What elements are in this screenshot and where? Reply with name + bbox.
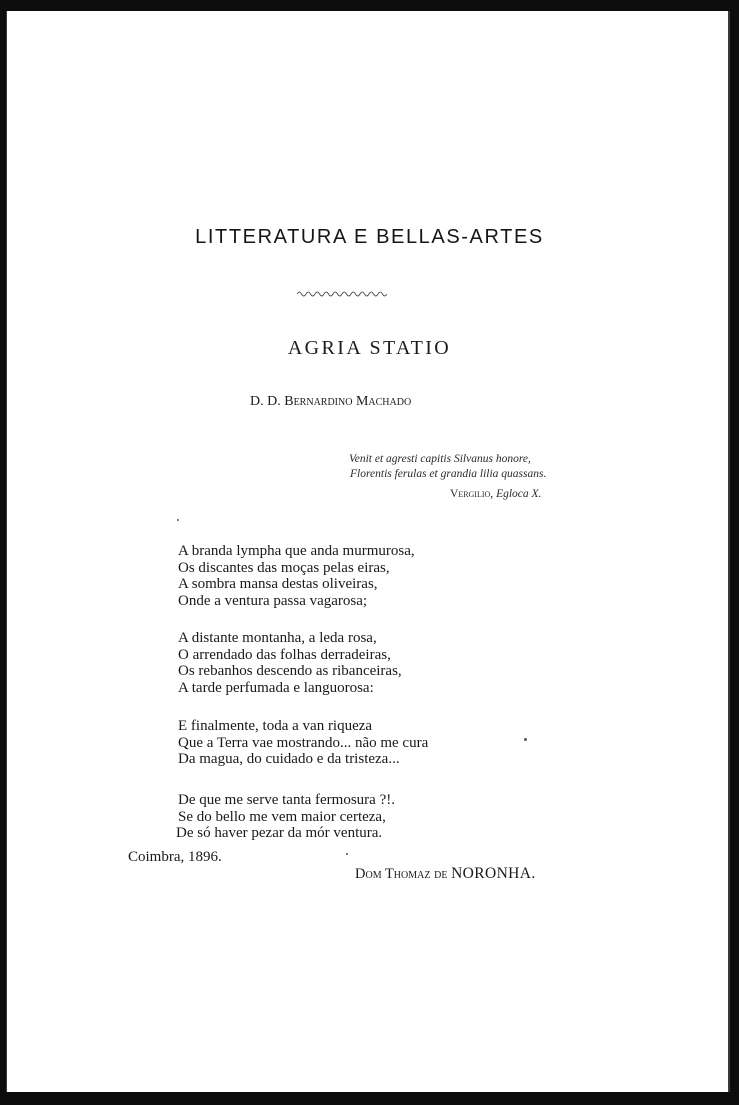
- dedication-prefix: D. D.: [250, 394, 281, 409]
- page-edge-right: [728, 11, 730, 1092]
- page-edge-left: [6, 11, 7, 1092]
- author-title: Dom Thomaz de: [355, 866, 448, 882]
- epigraph-work: Egloca X.: [496, 488, 542, 500]
- section-title: LITTERATURA E BELLAS-ARTES: [195, 226, 544, 248]
- stanza: [178, 792, 395, 842]
- stanza: [178, 718, 428, 768]
- verse-line: Os discantes das moças pelas eiras,: [178, 559, 390, 576]
- stanza: [178, 630, 402, 696]
- verse-line: Os rebanhos descendo as ribanceiras,: [178, 663, 402, 679]
- epigraph-line: Florentis ferulas et grandia lilia quassans.: [350, 468, 547, 480]
- verse-line: A branda lympha que anda murmurosa,: [178, 543, 415, 559]
- place-date: Coimbra, 1896.: [128, 849, 222, 865]
- verse-line: O arrendado das folhas derradeiras,: [178, 646, 391, 663]
- verse-line: Se do bello me vem maior certeza,: [178, 808, 386, 825]
- author-surname: NORONHA.: [451, 865, 536, 882]
- dedication-name: Bernardino Machado: [284, 394, 412, 409]
- verse-line: De que me serve tanta fermosura ?!.: [178, 792, 395, 808]
- ornament-divider: [297, 289, 387, 299]
- print-speck: [524, 738, 527, 741]
- verse-line: Onde a ventura passa vagarosa;: [178, 592, 368, 609]
- print-speck: [346, 853, 348, 855]
- dedication: [250, 394, 411, 410]
- poem-title: AGRIA STATIO: [287, 337, 452, 359]
- epigraph-author: Vergilio,: [450, 488, 494, 500]
- epigraph: [349, 452, 546, 482]
- verse-line: A sombra mansa destas oliveiras,: [178, 576, 378, 592]
- stanza: [178, 543, 415, 609]
- verse-line: De só haver pezar da mór ventura.: [176, 825, 383, 841]
- verse-line: Da magua, do cuidado e da tristeza...: [178, 751, 400, 767]
- print-speck: [177, 519, 179, 521]
- verse-line: A tarde perfumada e languorosa:: [178, 679, 374, 696]
- poem-author: [355, 865, 536, 883]
- verse-line: Que a Terra vae mostrando... não me cura: [178, 734, 429, 751]
- epigraph-line: Venit et agresti capitis Silvanus honore,: [349, 453, 531, 465]
- verse-line: A distante montanha, a leda rosa,: [178, 630, 377, 646]
- verse-line: E finalmente, toda a van riqueza: [178, 718, 373, 734]
- epigraph-attribution: [450, 488, 541, 500]
